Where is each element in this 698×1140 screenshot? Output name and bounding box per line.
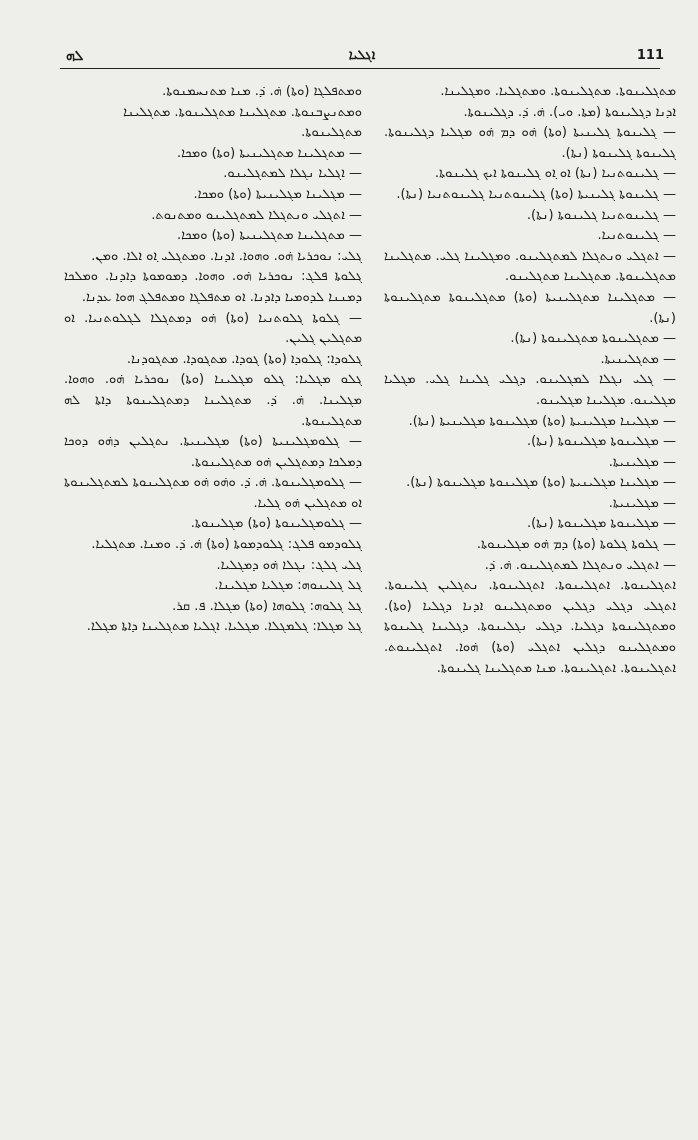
entry: ܓܠܘܕܐ: ܓܠܘܕܐ (ܘܬܐ) ܓܘܕܐ. ܡܬܓܘܕܐ. ܡܬܓܘܕܢܐ. bbox=[126, 351, 362, 367]
entry: — ܡܓܠܝܢܝܬܐ. bbox=[608, 454, 676, 470]
entry: — ܓܠܝ ܢܓܠܐ ܠܡܓܠܝܢܘ. ܕܓܠܝ ܓܠܝܢܐ ܓܠܝ. ܡܓܠܝܐ ܡܓܠܝܢܘ. ܡܓܠܝܢܐ ܡܓܠܝܢܘ. bbox=[384, 372, 676, 408]
entry: — ܡܓܠܝܢܘܬܐ ܡܓܠܝܢܘܬܐ (ܢܬܐ). bbox=[526, 434, 676, 450]
page-letters: ܠܗ bbox=[66, 48, 84, 64]
entry: — ܡܓܠܝܢܐ ܡܓܠܝܢܝܬܐ (ܘܬܐ) ܡܓܠܝܢܘܬܐ ܡܓܠܝܢܘܬܐ (ܢܬܐ). bbox=[406, 475, 676, 491]
entry: ܐܕܢܐ ܕܓܠܝܢܘܬܐ (ܡܬܐ. ܘܝ). ܗ݁. ܕ݁. ܕܓܠܝܢܘܬܐ. bbox=[463, 104, 676, 120]
entry: ܓܠܝ: ܢܘܟܪܝܐ ܗ݁ܘ. ܘܗܘܐ. ܐܕܢܐ. ܘܡܬܓܠܝ ܐ݂ܘ ܐܠܐ. ܘܡܢ. bbox=[91, 248, 362, 264]
page-number: 111 bbox=[636, 48, 664, 63]
entry: ܓܠ ܡܓܠܐ: ܓܠܡܓܠܐ. ܡܓܠܝܐ. ܐܓܠܝܐ ܡܬܓܠܝܢܐ ܕܐܬܐ ܡܓܠܐ. bbox=[86, 619, 362, 635]
entry: — ܓܠܝܢܘܬܢܝܐ (ܢܬܐ) ܐܘ ܐ݂ܘ ܓܠܝܢܘܬܐ ܐܝܟ ܓܠܝܢܘܬܐ. bbox=[434, 166, 676, 182]
entry: — ܡܓܠܝܢܘܬܐ ܡܓܠܝܢܘܬܐ (ܢܬܐ). bbox=[526, 516, 676, 532]
entry: — ܓܠܘܡܓܠܝܢܘܬܐ. ܗ݁. ܕ݁. ܘܗ݁ܘ ܗ݁ܘ ܡܬܓܠܝܢܘܬܐ ܠܡܬܓܠܝܢܘܬܐ ܐܘ ܡܬܓܠܝܢ ܗ݁ܘ ܓܠܝܐ. bbox=[64, 475, 362, 511]
entry: — ܡܬܓܠܝܢܝܬܐ. bbox=[600, 351, 676, 367]
entry: — ܓܠܘܬܐ ܓܠܘܬܢܝܐ (ܘܬܐ) ܗ݁ܘ ܕܡܬܓܠܐ ܠܓܠܘܬܢܝܐ. ܐܘ ܡܬܓܠܝܢ ܓܠܝܢ. bbox=[64, 310, 362, 347]
entry: — ܓܠܘܬܐ ܓܠܘܬܐ (ܘܬܐ) ܕܡ ܗ݁ܘ ܡܓܠܝܢܘܬܐ. bbox=[476, 537, 676, 553]
right-column bbox=[384, 82, 676, 679]
entry: ܓܠ ܓܠܝܢܘܗ: ܡܓܠܝܐ ܡܓܠܝܢܐ. bbox=[214, 578, 362, 594]
entry: — ܐܓܠܝܐ ܢܓܠܐ ܠܡܬܓܠܝܢܘ. bbox=[223, 166, 362, 182]
entry: ܘܡܬܦܠܓܐ (ܘܬܐ) ܗ݁. ܕ݁. ܡܢܐ ܡܬܢܚܡܢܘܬܐ. bbox=[162, 84, 362, 99]
entry: ܓܠ ܓܠܘܗ: ܓܠܘܗܐ (ܘܬܐ) ܡܓܠܐ. ܦ. ܩܪ. bbox=[172, 598, 362, 614]
entry: ܓܠܘܕܡܘ ܦܠܓ: ܓܠܘܕܡܘܬܐ (ܘܬܐ) ܗ݁. ܕ݁. ܘܡܢܐ. ܡܬܓܠܝܐ. bbox=[91, 537, 362, 553]
entry: — ܐܬܓܠܝ ܘܢܬܓܠܐ ܠܡܬܓܠܝܢܘ. ܗ݁. ܕ݁. bbox=[484, 557, 676, 573]
entry: — ܓܠܝܢܘܬܢܝܐ ܓܠܝܢܘܬܐ (ܢܬܐ). bbox=[526, 207, 676, 223]
entry: ܘܡܬܢܨܒܢܘܬܐ. ܡܬܓܠܝܢܐ ܡܬܓܠܝܢܘܬܐ. ܡܬܓܠܝܢܐ bbox=[123, 104, 362, 120]
entry: — ܓܠܘܡܓܠܝܢܘܬܐ (ܘܬܐ) ܡܓܠܝܢܘܬܐ. bbox=[190, 516, 362, 532]
entry: — ܡܓܠܝܢܐ ܡܓܠܝܢܝܬܐ (ܘܬܐ) ܡܓܠܝܢܘܬܐ ܡܓܠܝܢܝܬܐ (ܢܬܐ). bbox=[408, 413, 676, 429]
entry: ܓܠܝ ܓܠܓ: ܢܓܠܐ ܗ݁ܘ ܕܡܓܠܝܐ. bbox=[216, 557, 362, 573]
entry: — ܓܠܝܢܘܬܐ ܓܠܝܢܝܬܐ (ܘܬܐ) ܗ݁ܘ ܕܡ ܗ݁ܘ ܡܓܠܝܐ ܕܓܠܝܢܘܬܐ. ܓܠܝܢܘܬܐ ܓܠܝܢܘܬܐ (ܢܬܐ). bbox=[384, 125, 676, 161]
entry: — ܓܠܘܡܓܠܝܢܝܬܐ (ܘܬܐ) ܡܓܠܝܢܝܬܐ. ܢܬܓܠܝܢ ܕܗ݁ܘ ܕܘܟܐ ܕܡܠܟܐ ܕܡܬܓܠܝܢ ܗ݁ܘ ܡܬܓܠܝܢܘܬܐ. bbox=[64, 434, 362, 470]
entry: ܓܠܘܬܐ ܦܠܓ: ܢܘܟܪܝܐ ܗ݁ܘ. ܘܗܘܐ. ܕܡܘܡܘܬܐ ܕܐܕܢܐ. ܘܡܠܟܐ ܕܡܢܢܐ ܠܕܘܡܝܐ ܕܐܕܢܐ. ܐܘ ܡܬܦܠܓܐ ܘܡܬܦܠܓ ܗܘܐ ܥܕܢܐ. bbox=[64, 269, 362, 305]
entry: — ܡܬܓܠܝܢܐ ܡܬܓܠܝܢܝܬܐ (ܘܬܐ) ܘܡܟܐ. bbox=[176, 145, 362, 161]
entry: — ܡܬܓܠܝܢܘܬܐ ܡܬܓܠܝܢܘܬܐ (ܢܬܐ). bbox=[510, 331, 676, 347]
entry: ܐܬܓܠܝܢܘܬܐ. ܐܬܓܠܝܢܘܬܐ. ܐܬܓܠܝܢܘܬܐ. ܢܬܓܠܝܢ ܓܠܝܢܘܬܐ. ܐܬܓܠܝ ܕܓܠܝ ܕܓܠܝܢ ܘܡܬܓܠܝܢܘ ܐܕܢܐ ܕܓܠܝܐ (ܘܬܐ). ܘܡܬܓܠܝܢܘܬܐ ܕܓܠܝܐ. ܕܓܠܝ ܢܓܠܝܢܘܬܐ. ܕܓܠܝܢܐ ܓܠܝܢܘܬܐ ܘܡܬܓܠܝܢܘ ܕܓܠܝܢ ܐܬܓܠܝ (ܘܬܐ) ܗ݁ܘܐ. ܐܬܓܠܝܢܘܬ. ܐܬܓܠܝܢܘܬܐ. ܐܬܓܠܝܢܘܬܐ. ܡܢܐ ܡܬܓܠܝܢܐ ܓܠܝܢܘܬܐ. bbox=[384, 578, 676, 676]
entry: ܓܠܘ ܡܓܠܝܐ: ܓܠܘ ܡܓܠܝܢܐ (ܘܬܐ) ܢܘܟܪܝܐ ܗ݁ܘ. ܘܗܘܐ. ܡܓܠܝܢܐ. ܗ݁. ܕ݁. ܡܬܓܠܝܢܐ ܕܡܬܓܠܝܢܘܬܐ ܕܐܬܐ ܠܗ ܡܬܓܠܝܢܘܬܐ. bbox=[64, 372, 362, 429]
entry: — ܡܬܓܠܝܢܐ ܡܬܓܠܝܢܝܬܐ (ܘܬܐ) ܡܬܓܠܝܢܘܬܐ ܡܬܓܠܝܢܘܬܐ (ܢܬܐ). bbox=[384, 289, 676, 326]
entry: — ܡܓܠܝܢܝܬܐ. bbox=[608, 495, 676, 511]
entry: ܡܬܓܠܝܢܘܬܐ. ܡܬܓܠܝܢܘܬܐ. ܘܡܬܓܠܝܐ. ܘܡܓܠܝܢܐ. bbox=[440, 84, 676, 99]
running-title: ܐܓܠܝܐ bbox=[348, 48, 376, 63]
entry: ܡܬܓܠܝܢܘܬܐ. bbox=[301, 125, 362, 141]
entry: — ܐܬܓܠܝ ܘܢܬܓܠܐ ܠܡܬܓܠܝܢܘ ܘܡܬܢܘܬ. bbox=[151, 207, 362, 223]
entry: — ܓܠܝܢܘܬܢܝܐ. bbox=[597, 228, 676, 244]
header-rule bbox=[60, 68, 660, 69]
entry: — ܐܬܓܠܝ ܘܢܬܓܠܐ ܠܡܬܓܠܝܢܘ. ܘܡܓܠܝܢܐ ܓܠܝ. ܡܬܓܠܝܢܐ ܡܬܓܠܝܢܘܬܐ. ܡܬܓܠܝܢܐ ܡܬܓܠܝܢܘ. bbox=[384, 248, 676, 285]
left-column bbox=[64, 82, 362, 638]
entry: — ܡܓܠܝܢܐ ܡܓܠܝܢܝܬܐ (ܘܬܐ) ܘܡܟܐ. bbox=[193, 186, 362, 202]
entry: — ܡܬܓܠܝܢܐ ܡܬܓܠܝܢܝܬܐ (ܘܬܐ) ܘܡܟܐ. bbox=[176, 228, 362, 244]
entry: — ܓܠܝܢܘܬܐ ܓܠܝܢܝܬܐ (ܘܬܐ) ܓܠܝܢܘܬܢܝܐ ܓܠܝܢܘܬܢܝܐ (ܢܬܐ). bbox=[396, 186, 676, 202]
